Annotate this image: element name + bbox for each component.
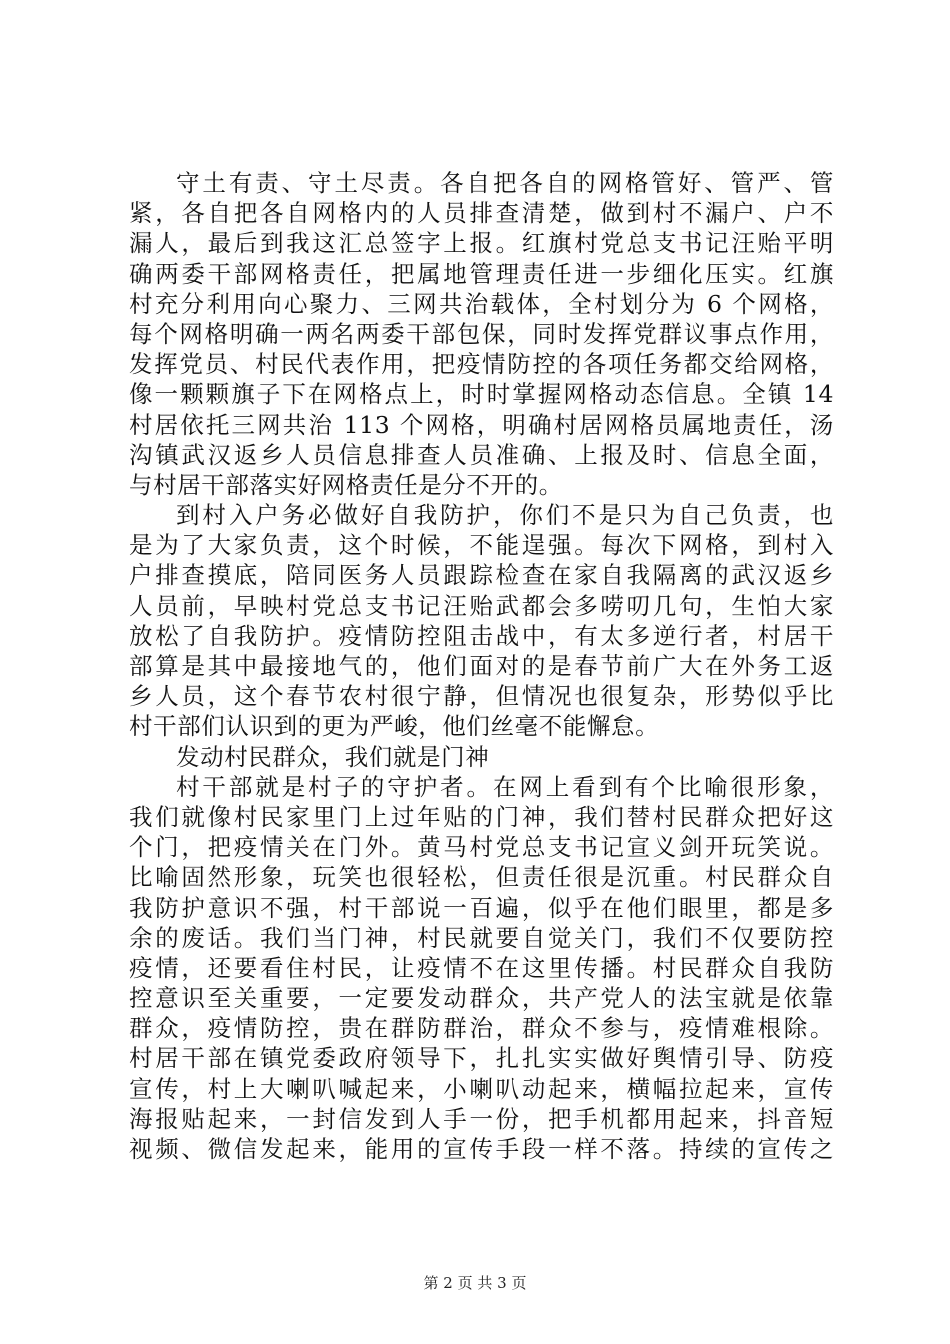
text-line: 宣传，村上大喇叭喊起来，小喇叭动起来，横幅拉起来，宣传 xyxy=(129,1074,834,1103)
text-line: 每个网格明确一两名两委干部包保，同时发挥党群议事点作用， xyxy=(129,319,834,348)
text-line: 漏人，最后到我这汇总签字上报。红旗村党总支书记汪贻平明 xyxy=(129,229,834,258)
text-line: 是为了大家负责，这个时候，不能逞强。每次下网格，到村入 xyxy=(129,531,834,560)
text-line: 村居干部在镇党委政府领导下，扎扎实实做好舆情引导、防疫 xyxy=(129,1044,834,1073)
text-line: 余的废话。我们当门神，村民就要自觉关门，我们不仅要防控 xyxy=(129,923,834,952)
text-line: 紧，各自把各自网格内的人员排查清楚，做到村不漏户、户不 xyxy=(129,199,834,228)
text-line: 群众，疫情防控，贵在群防群治，群众不参与，疫情难根除。 xyxy=(129,1014,834,1043)
text-line: 疫情，还要看住村民，让疫情不在这里传播。村民群众自我防 xyxy=(129,953,834,982)
text-line: 与村居干部落实好网格责任是分不开的。 xyxy=(129,470,563,499)
text-line: 人员前，早映村党总支书记汪贻武都会多唠叨几句，生怕大家 xyxy=(129,591,834,620)
text-line: 控意识至关重要，一定要发动群众，共产党人的法宝就是依靠 xyxy=(129,984,834,1013)
text-line: 村干部们认识到的更为严峻，他们丝毫不能懈怠。 xyxy=(129,712,660,741)
text-line: 村干部就是村子的守护者。在网上看到有个比喻很形象， xyxy=(176,772,834,801)
text-line: 发挥党员、村民代表作用，把疫情防控的各项任务都交给网格， xyxy=(129,350,834,379)
text-line: 我防护意识不强，村干部说一百遍，似乎在他们眼里，都是多 xyxy=(129,893,834,922)
text-line: 沟镇武汉返乡人员信息排查人员准确、上报及时、信息全面， xyxy=(129,440,834,469)
text-line: 放松了自我防护。疫情防控阻击战中，有太多逆行者，村居干 xyxy=(129,621,834,650)
text-line: 我们就像村民家里门上过年贴的门神，我们替村民群众把好这 xyxy=(129,802,834,831)
text-line: 海报贴起来，一封信发到人手一份，把手机都用起来，抖音短 xyxy=(129,1104,834,1133)
text-line: 确两委干部网格责任，把属地管理责任进一步细化压实。红旗 xyxy=(129,259,834,288)
text-line: 部算是其中最接地气的，他们面对的是春节前广大在外务工返 xyxy=(129,652,834,680)
text-line: 乡人员，这个春节农村很宁静，但情况也很复杂，形势似乎比 xyxy=(129,682,834,711)
text-line: 到村入户务必做好自我防护，你们不是只为自己负责，也 xyxy=(176,501,834,530)
text-line: 村充分利用向心聚力、三网共治载体，全村划分为 6 个网格， xyxy=(129,289,834,318)
text-line: 比喻固然形象，玩笑也很轻松，但责任很是沉重。村民群众自 xyxy=(129,863,834,892)
text-line: 视频、微信发起来，能用的宣传手段一样不落。持续的宣传之 xyxy=(129,1135,834,1163)
text-line: 守土有责、守土尽责。各自把各自的网格管好、管严、管 xyxy=(176,169,834,197)
text-line: 个门，把疫情关在门外。黄马村党总支书记宣义剑开玩笑说。 xyxy=(129,833,834,862)
text-line: 村居依托三网共治 113 个网格，明确村居网格员属地责任，汤 xyxy=(129,410,834,439)
body-text xyxy=(129,168,834,1164)
page-footer: 第 2 页 共 3 页 xyxy=(423,1274,527,1292)
text-line: 发动村民群众，我们就是门神 xyxy=(176,742,490,771)
text-line: 像一颗颗旗子下在网格点上，时时掌握网格动态信息。全镇 14 xyxy=(129,380,834,409)
text-line: 户排查摸底，陪同医务人员跟踪检查在家自我隔离的武汉返乡 xyxy=(129,561,834,590)
